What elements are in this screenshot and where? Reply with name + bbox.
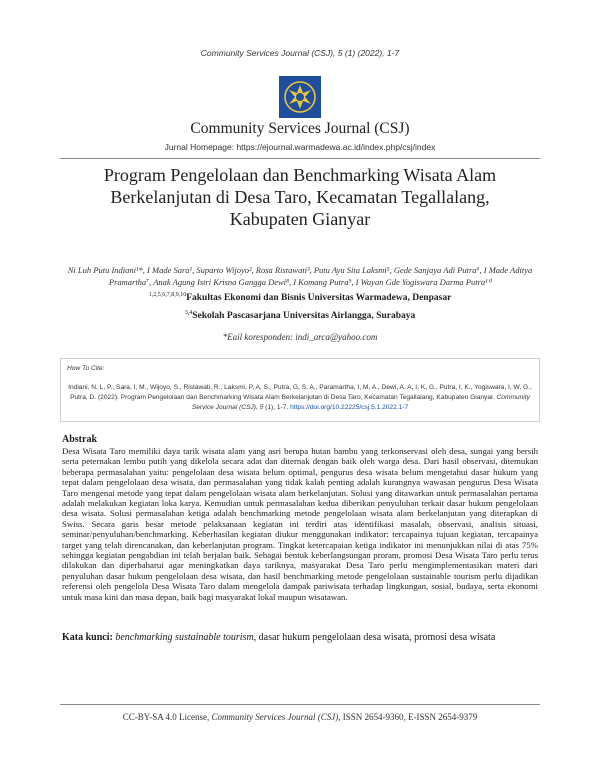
footer-post: , ISSN 2654-9360, E-ISSN 2654-9379 <box>338 712 478 722</box>
paper-title: Program Pengelolaan dan Benchmarking Wisata Alam Berkelanjutan di Desa Taro, Kecamatan Tegallalang, Kabupaten Gianyar <box>103 165 497 229</box>
how-to-cite-box <box>60 358 540 422</box>
running-header: Community Services Journal (CSJ), 5 (1) (2022), 1-7 <box>200 48 400 58</box>
cite-pages: (1), 1-7. <box>263 404 289 411</box>
affiliation-1 <box>60 292 540 303</box>
doi-link[interactable]: https://doi.org/10.22225/csj.5.1.2022.1-7 <box>290 404 409 411</box>
keywords-rest: , dasar hukum pengelolaan desa wisata, promosi desa wisata <box>253 632 496 643</box>
journal-title: Community Services Journal (CSJ) <box>190 120 410 137</box>
footer-journal: Community Services Journal (CSJ) <box>211 712 339 722</box>
author-list: Ni Luh Putu Indiani¹*, I Made Sara¹, Suparto Wijoyo², Rosa Ristawati³, Putu Ayu Sita Laksmi⁵, Gede Sanjaya Adi Putra⁶, I Made Aditya Pramartha⁷, Anak Agung Istri Krisna Gangga Dewi⁸, I Komang Putra⁹, I Wayan Gde Yogiswara Darma Putra¹⁰ <box>67 265 533 287</box>
footer-divider <box>60 704 540 705</box>
affiliation-2-text: Sekolah Pascasarjana Universitas Airlangga, Surabaya <box>192 311 416 322</box>
keywords-italic: benchmarking sustainable tourism <box>115 632 254 643</box>
affiliation-1-text: Fakultas Ekonomi dan Bisnis Universitas Warmadewa, Denpasar <box>186 293 452 304</box>
garuda-emblem-icon <box>279 76 321 118</box>
affiliation-2-sup: 3,4 <box>184 310 193 316</box>
correspondence-email: *Eail koresponden: indi_arca@yahoo.com <box>222 332 378 342</box>
abstract-body: Desa Wisata Taro memiliki daya tarik wisata alam yang asri berupa hutan bambu yang terkonservasi oleh desa, sungai yang bersih serta peternakan lembu putih yang dikelola secara adat dan diternak dengan baik oleh warga desa. Dari hasil observasi, ditemukan beberapa permasalahan yaitu: pengelolaan desa wisata belum optimal, pengurus desa wisata belum mengetahui dasar hukum yang tepat dalam pengelolaan desa wisata, dan permasalahan yang tidak kalah penting adalah kurangnya wawasan pengurus Desa Wisata Taro mengenai metode yang tepat dalam pengelolaan wisata alam berkelanjutan. Solusi yang ditawarkan untuk permasalahan pertama adalah melakukan kegiatan loka karya. Kemudian untuk permasalahan kedua diberikan penyuluhan terkait dasar hukum pengelolaan desa wisata. Solusi permasalahan ketiga adalah benchmarking metode pengelolaan wisata alam berkelanjutan yang diterapkan di Swiss. Secara garis besar metode pelaksanaan kegiatan ini terdiri atas identifikasi masalah, observasi, analisis situasi, seminar/penyuluhan/benchmarking. Keberhasilan kegiatan diukur menggunakan indikator: tercapainya tujuan kegiatan, tercapainya target yang telah direncanakan, dan keberlanjutan program. Tingkat ketercapaian ketiga indikator ini menunjukkan nilai di atas 75% sehingga kegiatan pengabdian ini telah berjalan baik. Sebagai bentuk keberlangsungan proram, promosi Desa Wisata Taro perlu terus dilakukan dan diperbaharui agar meningkatkan daya tariknya, masyarakat Desa Taro perlu mengimplementasikan materi dari penyuluhan dasar hukum pengelolaan desa wisata, dan hasil benchmarking metode pengelolaan sustainable tourism perlu dijadikan referensi oleh pengelola Desa Wisata Taro dalam mengelola dampak pariwisata terhadap lingkungan, sosial, budaya, serta ekonomi untuk masa kini dan masa depan, baik bagi masyarakat lokal maupun wisatawan. <box>62 446 538 602</box>
cite-journal: Community Service Journal (CSJ), 5 <box>191 394 530 411</box>
cite-text <box>67 383 533 413</box>
footer-pre: CC-BY-SA 4.0 License, <box>122 712 212 722</box>
affiliation-2 <box>60 310 540 321</box>
license-footer <box>0 712 600 722</box>
cite-label: How To Cite: <box>67 365 105 372</box>
journal-homepage[interactable]: Jurnal Homepage: https://ejournal.warmadewa.ac.id/index.php/csj/index <box>164 142 436 152</box>
keywords <box>62 632 538 644</box>
keywords-label: Kata kunci: <box>62 632 113 643</box>
abstract-heading: Abstrak <box>62 434 98 445</box>
affiliation-1-sup: 1,2,5,6,7,8,9,10 <box>148 292 187 298</box>
cite-body: Indiani, N, L, P., Sara, I, M., Wijoyo, S., Ristawati, R., Laksmi, P, A, S., Putra, G, S, A., Paramartha, I, M, A., Dewi, A, A, I, K, G., Putra, I, K., Yogiswara, I, W, G., Putra, D. (2022). Program Pengelolaan dan Benchmarking Wisata Alam Berkelanjutan di Desa Taro, Kecamatan Tegallalang, Kabupaten Gianyar. <box>68 384 532 401</box>
header-divider <box>60 158 540 159</box>
